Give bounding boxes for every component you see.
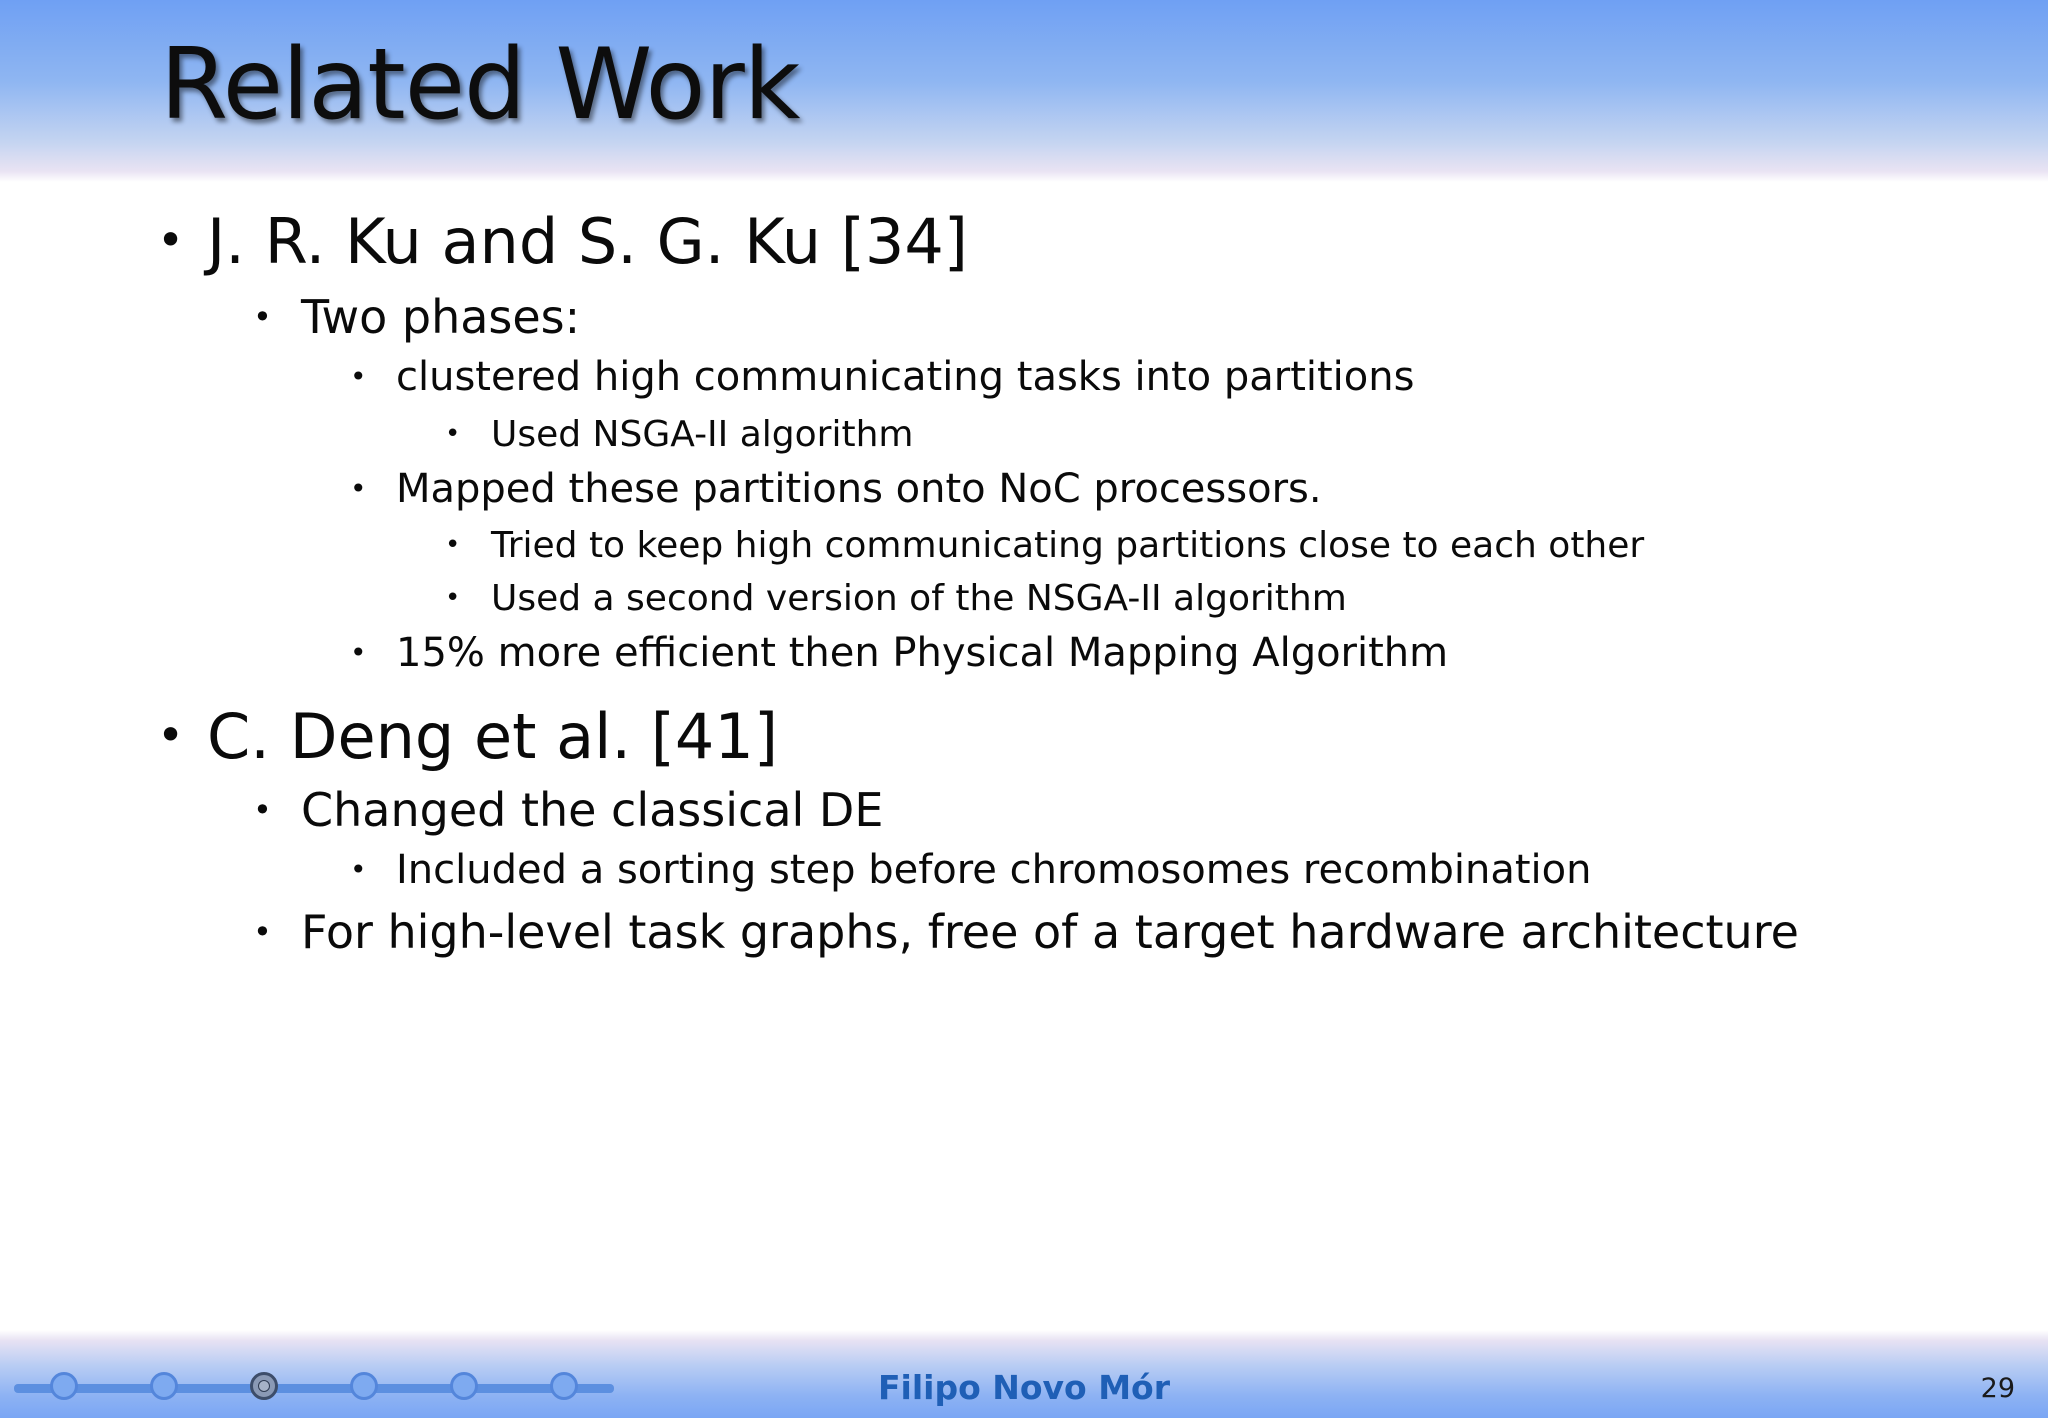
bullet-text: Used NSGA-II algorithm bbox=[491, 414, 914, 455]
footer-author: Filipo Novo Mór bbox=[877, 1368, 1170, 1407]
bullet-text: Mapped these partitions onto NoC processors. bbox=[396, 466, 1322, 512]
slide-number: 29 bbox=[1980, 1373, 2015, 1404]
bullet-text: Two phases: bbox=[301, 290, 581, 344]
bullet-text: clustered high communicating tasks into partitions bbox=[396, 354, 1415, 400]
bullet-text: Changed the classical DE bbox=[301, 783, 884, 837]
bullet-deng-heading bbox=[157, 700, 779, 773]
slide-title: Related Work bbox=[160, 28, 800, 142]
bullet-dot: • bbox=[445, 419, 461, 449]
bullet-dot: • bbox=[253, 298, 272, 336]
bullet-dot: • bbox=[350, 360, 367, 393]
bullet-sorting bbox=[350, 847, 1592, 893]
bullet-dot: • bbox=[253, 791, 272, 829]
bullet-dot: • bbox=[157, 213, 185, 267]
bullet-tried-keep bbox=[445, 525, 1645, 566]
bullet-second-version bbox=[445, 578, 1347, 619]
bullet-text: C. Deng et al. [41] bbox=[207, 700, 779, 773]
bullet-dot: • bbox=[445, 530, 461, 560]
bullet-dot: • bbox=[350, 472, 367, 505]
bullet-two-phases bbox=[253, 290, 581, 344]
bullet-text: Tried to keep high communicating partitions close to each other bbox=[491, 525, 1645, 566]
bullet-dot: • bbox=[445, 583, 461, 613]
bullet-mapped bbox=[350, 466, 1322, 512]
bullet-text: For high-level task graphs, free of a target hardware architecture bbox=[301, 905, 1799, 959]
bullet-dot: • bbox=[253, 913, 272, 951]
bullet-dot: • bbox=[350, 636, 367, 669]
bullet-text: J. R. Ku and S. G. Ku [34] bbox=[207, 205, 968, 278]
bullet-changed bbox=[253, 783, 884, 837]
bullet-efficient bbox=[350, 630, 1449, 676]
bullet-text: Used a second version of the NSGA-II algorithm bbox=[491, 578, 1347, 619]
bullet-ku-heading bbox=[157, 205, 968, 278]
bullet-text: 15% more efficient then Physical Mapping Algorithm bbox=[396, 630, 1449, 676]
bullet-dot: • bbox=[157, 708, 185, 762]
bullet-text: Included a sorting step before chromosomes recombination bbox=[396, 847, 1592, 893]
bullet-dot: • bbox=[350, 853, 367, 886]
bullet-high-level bbox=[253, 905, 1799, 959]
bullet-used-nsga bbox=[445, 414, 914, 455]
bullet-clustered bbox=[350, 354, 1415, 400]
